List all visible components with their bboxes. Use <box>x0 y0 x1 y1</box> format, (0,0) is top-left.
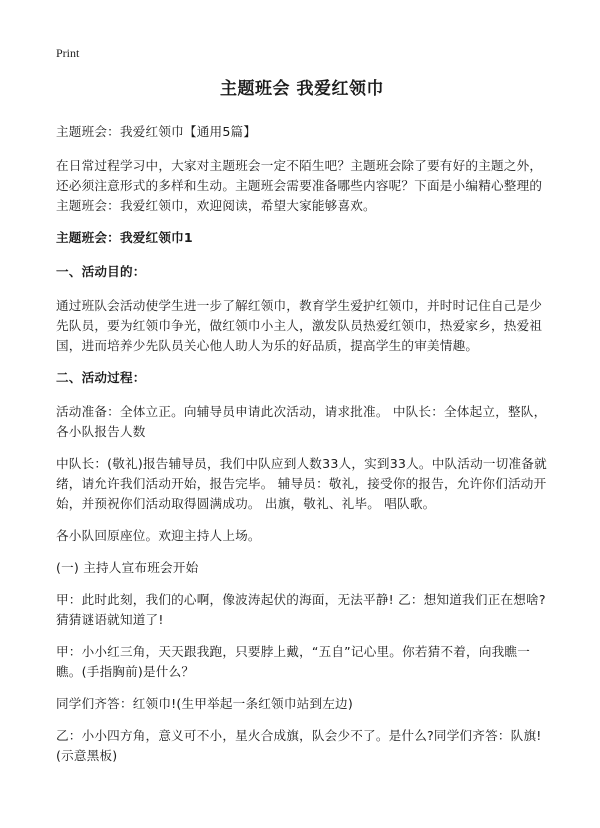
dialogue-jia-2: 甲：小小红三角，天天跟我跑，只要脖上戴，“五自”记心里。你若猜不着，向我瞧一瞧。(手指胸前)是什么？ <box>56 644 531 679</box>
section-title: 主题班会：我爱红领巾1 <box>56 230 193 245</box>
dialogue-answer-1: 同学们齐答：红领巾!(生甲举起一条红领巾站到左边) <box>56 696 353 711</box>
host-paragraph: (一) 主持人宣布班会开始 <box>56 560 199 575</box>
print-link[interactable]: Print <box>56 46 80 60</box>
prep-paragraph: 活动准备：全体立正。向辅导员申请此次活动，请求批准。 中队长：全体起立，整队，各小队报告人数 <box>56 404 547 439</box>
report-paragraph: 中队长：(敬礼)报告辅导员，我们中队应到人数33人，实到33人。中队活动一切准备就绪，请允许我们活动开始，报告完毕。 辅导员：敬礼，接受你的报告，允许你们活动开始，并预祝你们活动取得圆满成功。 出旗，敬礼、礼毕。 唱队歌。 <box>56 456 547 511</box>
dialogue-jia-1: 甲：此时此刻，我们的心啊，像波涛起伏的海面，无法平静! 乙：想知道我们正在想啥?猜猜谜语就知道了! <box>56 592 546 627</box>
heading-goal: 一、活动目的： <box>56 264 146 279</box>
return-paragraph: 各小队回原座位。欢迎主持人上场。 <box>56 528 261 543</box>
document-body <box>56 78 548 778</box>
goal-paragraph: 通过班队会活动使学生进一步了解红领巾，教育学生爱护红领巾，并时时记住自己是少先队员，要为红领巾争光，做红领巾小主人，激发队员热爱红领巾，热爱家乡，热爱祖国，进而培养少先队员关心他人助人为乐的好品质，提高学生的审美情趣。 <box>56 298 543 353</box>
document-subtitle: 主题班会：我爱红领巾【通用5篇】 <box>56 124 257 139</box>
intro-paragraph: 在日常过程学习中，大家对主题班会一定不陌生吧？主题班会除了要有好的主题之外，还必须注意形式的多样和生动。主题班会需要准备哪些内容呢？下面是小编精心整理的主题班会：我爱红领巾，欢迎阅读，希望大家能够喜欢。 <box>56 158 543 213</box>
dialogue-yi: 乙：小小四方角，意义可不小，星火合成旗，队会少不了。是什么?同学们齐答：队旗!(示意黑板) <box>56 728 542 763</box>
page-title: 主题班会 我爱红领巾 <box>220 79 384 99</box>
heading-process: 二、活动过程： <box>56 370 146 385</box>
